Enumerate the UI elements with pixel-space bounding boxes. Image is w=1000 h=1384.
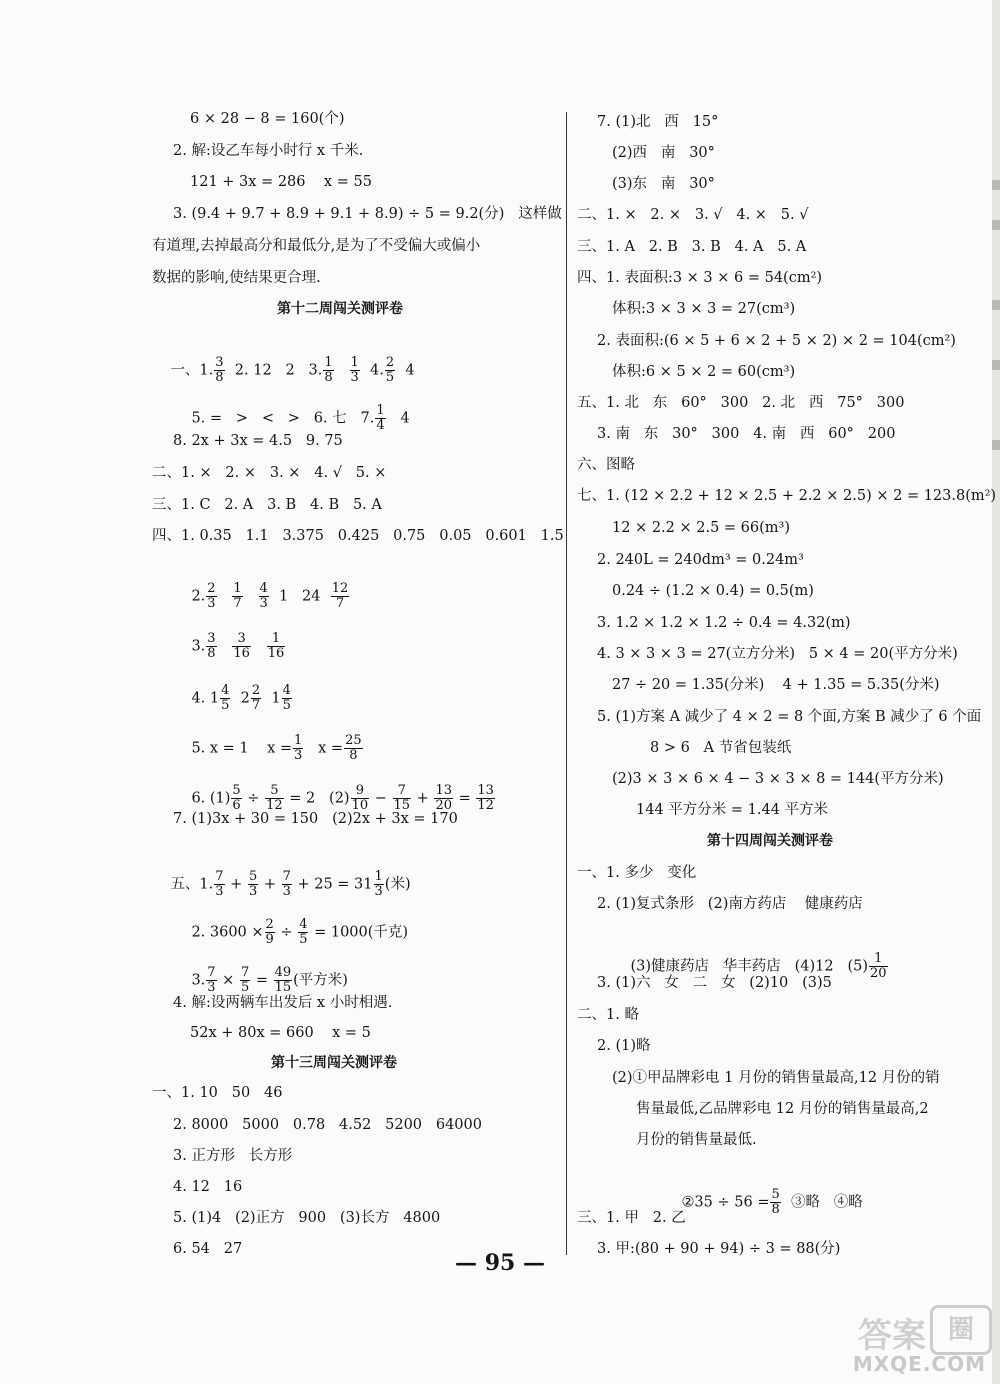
answer-line: 6 × 28 − 8 = 160(个) — [190, 111, 345, 127]
numerator: 7 — [207, 965, 216, 980]
numerator: 1 — [350, 355, 359, 370]
answer-line: 三、1. C 2. A 3. B 4. B 5. A — [152, 497, 382, 513]
answer-line: 6. (1) $\frac{5}{6}$ ÷ $\frac{5}{12}$ = 2 (2) $\frac{9}{10}$ − $\frac{7}{15}$ + $\frac{13}{20}$ = $\frac{13}{12}$ — [191, 783, 494, 813]
numerator: 2 — [251, 683, 261, 698]
denominator: 12 — [477, 798, 494, 813]
fraction — [267, 632, 286, 661]
answer-line: 2. 3600 × $\frac{2}{9}$ ÷ $\frac{4}{5}$ = 1000(千克) — [191, 917, 409, 947]
numerator: 49 — [274, 965, 292, 980]
section-heading-week-12: 第十二周闯关测评卷 — [277, 301, 403, 317]
numerator: 1 — [374, 869, 383, 884]
fraction — [206, 582, 216, 611]
column-divider — [566, 112, 567, 1255]
answer-line: 2. $\frac{2}{3}$ $\frac{1}{7}$ $\frac{4}{3}$ 1 24 $\frac{12}{7}$ — [191, 581, 349, 611]
answer-line: 52x + 80x = 660 x = 5 — [190, 1025, 371, 1041]
numerator: 4 — [221, 683, 230, 698]
answer-line: (2)西 南 30° — [612, 145, 715, 161]
answer-line: 有道理,去掉最高分和最低分,是为了不受偏大或偏小 — [152, 238, 481, 254]
numerator: 13 — [477, 783, 494, 798]
answer-line: 一、1. 10 50 46 — [152, 1085, 283, 1101]
fraction — [344, 734, 363, 763]
denominator: 3 — [282, 884, 291, 899]
denominator: 3 — [374, 884, 383, 899]
denominator: 20 — [435, 798, 452, 813]
denominator: 5 — [221, 698, 230, 713]
denominator: 3 — [294, 748, 303, 763]
denominator: 8 — [349, 748, 358, 763]
numerator: 1 — [294, 733, 303, 748]
fraction — [298, 918, 308, 947]
numerator: 1 — [376, 403, 385, 418]
answer-line: 8. 2x + 3x = 4.5 9. 75 — [173, 433, 343, 449]
numerator: 1 — [233, 581, 242, 596]
fraction — [282, 870, 292, 899]
fraction — [434, 784, 453, 813]
answer-line: (3)健康药店 华丰药店 (4)12 (5) $\frac{1}{20}$ — [630, 951, 887, 981]
answer-line: 3. 南 东 30° 300 4. 南 西 60° 200 — [597, 426, 896, 442]
denominator: 9 — [265, 932, 274, 947]
fraction — [248, 870, 258, 899]
watermark-url: MXQE.COM — [852, 1352, 986, 1376]
denominator: 16 — [233, 646, 250, 661]
numerator: 4 — [299, 917, 308, 932]
answer-line: 3. 正方形 长方形 — [173, 1148, 293, 1164]
answer-line: 五、1. 北 东 60° 300 2. 北 西 75° 300 — [577, 395, 905, 411]
numerator: 2 — [385, 355, 395, 370]
fraction — [385, 356, 395, 385]
numerator: 2 — [265, 917, 274, 932]
answer-line: 7. (1)3x + 30 = 150 (2)2x + 3x = 170 — [173, 811, 458, 827]
answer-line: 三、1. 甲 2. 乙 — [577, 1210, 686, 1226]
answer-line: 3. (9.4 + 9.7 + 8.9 + 9.1 + 8.9) ÷ 5 = 9.2(分) 这样做 — [173, 206, 562, 222]
numerator: 7 — [282, 869, 291, 884]
denominator: 3 — [207, 980, 216, 995]
fraction — [265, 784, 284, 813]
fraction — [206, 632, 216, 661]
numerator: 13 — [435, 783, 452, 798]
answer-line: 2. (1)复式条形 (2)南方药店 健康药店 — [597, 896, 863, 912]
section-heading-week-13: 第十三周闯关测评卷 — [271, 1055, 397, 1071]
answer-line: 7. (1)北 西 15° — [597, 114, 719, 130]
answer-line: 6. 54 27 — [173, 1241, 243, 1257]
denominator: 15 — [274, 980, 292, 995]
numerator: 12 — [331, 581, 349, 596]
fraction — [240, 966, 250, 995]
numerator: 25 — [345, 733, 362, 748]
answer-line: 体积:3 × 3 × 3 = 27(cm³) — [612, 301, 796, 317]
answer-line: 144 平方分米 = 1.44 平方米 — [636, 802, 829, 818]
numerator: 5 — [771, 1187, 780, 1202]
denominator: 4 — [376, 418, 385, 433]
edge-mark — [992, 440, 1000, 450]
section-heading-week-14: 第十四周闯关测评卷 — [707, 833, 833, 849]
answer-line: 4. 1 $\frac{4}{5}$ 2 $\frac{2}{7}$ 1 $\frac{4}{5}$ — [191, 683, 291, 713]
denominator: 10 — [351, 798, 369, 813]
numerator: 3 — [207, 631, 216, 646]
answer-line: 七、1. (12 × 2.2 + 12 × 2.5 + 2.2 × 2.5) × 2 = 123.8(m²) — [577, 488, 997, 504]
denominator: 20 — [870, 966, 887, 981]
fraction — [293, 734, 303, 763]
answer-line: 2. 表面积:(6 × 5 + 6 × 2 + 5 × 2) × 2 = 104(cm²) — [597, 333, 956, 349]
answer-line: 27 ÷ 20 = 1.35(分米) 4 + 1.35 = 5.35(分米) — [612, 677, 940, 693]
numerator: 2 — [207, 581, 216, 596]
denominator: 16 — [267, 646, 285, 661]
denominator: 7 — [233, 596, 242, 611]
fraction — [214, 356, 224, 385]
denominator: 3 — [248, 884, 258, 899]
answer-line: 3. 1.2 × 1.2 × 1.2 ÷ 0.4 = 4.32(m) — [597, 615, 851, 631]
fraction — [214, 870, 224, 899]
fraction — [231, 784, 241, 813]
answer-line: 二、1. × 2. × 3. × 4. √ 5. × — [152, 465, 387, 481]
answer-line: 一、1. 多少 变化 — [577, 865, 697, 881]
answer-line: (2)①甲品牌彩电 1 月份的销售量最高,12 月份的销 — [612, 1070, 940, 1086]
fraction — [282, 684, 292, 713]
answer-line: 五、1. $\frac{7}{3}$ + $\frac{5}{3}$ + $\frac{7}{3}$ + 25 = 31 $\frac{1}{3}$ (米) — [170, 869, 411, 899]
answer-line: 六、图略 — [577, 457, 635, 473]
answer-line: (2)3 × 3 × 6 × 4 − 3 × 3 × 8 = 144(平方分米) — [612, 771, 944, 787]
denominator: 7 — [335, 596, 345, 611]
answer-line: 数据的影响,使结果更合理. — [152, 270, 321, 286]
answer-line: 4. 12 16 — [173, 1179, 243, 1195]
page-number: — 95 — — [455, 1250, 545, 1276]
answer-line: 121 + 3x = 286 x = 55 — [190, 174, 372, 190]
fraction — [331, 582, 350, 611]
answer-line: (3)东 南 30° — [612, 176, 715, 192]
answer-line: 三、1. A 2. B 3. B 4. A 5. A — [577, 239, 807, 255]
fraction — [259, 582, 269, 611]
denominator: 8 — [771, 1202, 780, 1217]
answer-line: 12 × 2.2 × 2.5 = 66(m³) — [612, 520, 791, 536]
answer-line: 四、1. 表面积:3 × 3 × 6 = 54(cm²) — [577, 270, 823, 286]
numerator: 1 — [324, 355, 333, 370]
fraction — [220, 684, 230, 713]
fraction — [251, 684, 261, 713]
denominator: 5 — [385, 370, 395, 385]
denominator: 12 — [266, 798, 283, 813]
watermark-chinese: 答案 — [858, 1316, 926, 1356]
answer-line: 体积:6 × 5 × 2 = 60(cm³) — [612, 364, 796, 380]
denominator: 3 — [207, 596, 216, 611]
answer-line: 3. 甲:(80 + 90 + 94) ÷ 3 = 88(分) — [597, 1241, 841, 1257]
denominator: 8 — [207, 646, 216, 661]
answer-line: 4. 3 × 3 × 3 = 27(立方分米) 5 × 4 = 20(平方分米) — [597, 646, 958, 662]
denominator: 7 — [251, 698, 261, 713]
answer-line: 3. $\frac{3}{8}$ $\frac{3}{16}$ $\frac{1}{16}$ — [191, 631, 285, 661]
numerator: 3 — [232, 632, 251, 647]
denominator: 3 — [259, 596, 268, 611]
answer-line: 5. x = 1 x = $\frac{1}{3}$ x = $\frac{25}{8}$ — [191, 733, 362, 763]
answer-line: 5. (1)方案 A 减少了 4 × 2 = 8 个面,方案 B 减少了 6 个面 — [597, 709, 982, 725]
answer-line: 二、1. 略 — [577, 1007, 639, 1023]
denominator: 5 — [299, 932, 308, 947]
numerator: 4 — [282, 683, 291, 698]
numerator: 7 — [393, 784, 412, 799]
edge-mark — [992, 360, 1000, 370]
answer-line: 3. (1)六 女 二 女 (2)10 (3)5 — [597, 975, 832, 991]
numerator: 7 — [240, 965, 250, 980]
edge-mark — [992, 180, 1000, 190]
denominator: 8 — [215, 370, 224, 385]
answer-line: 4. 解:设两辆车出发后 x 小时相遇. — [173, 995, 393, 1011]
fraction — [393, 784, 412, 813]
numerator: 4 — [259, 581, 268, 596]
numerator: 9 — [351, 784, 370, 799]
numerator: 1 — [869, 952, 888, 967]
numerator: 5 — [248, 869, 258, 884]
denominator: 3 — [215, 884, 224, 899]
right-edge-strip — [992, 0, 1000, 1384]
answer-line: 2. 解:设乙车每小时行 x 千米. — [173, 143, 364, 159]
answer-line: 8 > 6 A 节省包装纸 — [650, 740, 792, 756]
fraction — [869, 952, 888, 981]
edge-mark — [992, 300, 1000, 310]
fraction — [274, 966, 293, 995]
denominator: 15 — [393, 798, 411, 813]
fraction — [374, 870, 384, 899]
answer-line: 2. 240L = 240dm³ = 0.24m³ — [597, 552, 804, 568]
answer-line: ②35 ÷ 56 = $\frac{5}{8}$ ③略 ④略 — [681, 1187, 863, 1217]
denominator: 8 — [324, 370, 333, 385]
numerator: 5 — [265, 784, 284, 799]
answer-line: 一、1. $\frac{3}{8}$ 2. 12 2 3. $\frac{1}{8}$ $\frac{1}{3}$ 4. $\frac{2}{5}$ 4 — [170, 355, 415, 385]
answer-line: 2. 8000 5000 0.78 4.52 5200 64000 — [173, 1117, 482, 1133]
fraction — [350, 356, 360, 385]
answer-line: 售量最低,乙品牌彩电 12 月份的销售量最高,2 — [636, 1101, 929, 1117]
answer-line: 2. (1)略 — [597, 1038, 651, 1054]
denominator: 6 — [232, 798, 241, 813]
fraction — [476, 784, 495, 813]
answer-line: 四、1. 0.35 1.1 3.375 0.425 0.75 0.05 0.601 1.5 — [152, 528, 564, 544]
fraction — [232, 582, 242, 611]
fraction — [265, 918, 275, 947]
denominator: 5 — [240, 980, 250, 995]
fraction — [351, 784, 370, 813]
numerator: 1 — [267, 632, 286, 647]
fraction — [232, 632, 251, 661]
answer-line: 5. = > < > 6. 七 7. $\frac{1}{4}$ 4 — [191, 403, 410, 433]
fraction — [375, 404, 385, 433]
fraction — [323, 356, 333, 385]
denominator: 5 — [282, 698, 291, 713]
answer-line: 5. (1)4 (2)正方 900 (3)长方 4800 — [173, 1210, 441, 1226]
answer-line: 月份的销售量最低. — [636, 1132, 757, 1148]
edge-mark — [992, 220, 1000, 230]
denominator: 3 — [350, 370, 359, 385]
numerator: 5 — [232, 783, 241, 798]
answer-line: 二、1. × 2. × 3. √ 4. × 5. √ — [577, 207, 809, 223]
numerator: 7 — [215, 869, 224, 884]
numerator: 3 — [215, 355, 224, 370]
watermark-box-icon: 圈 — [930, 1305, 992, 1355]
fraction — [770, 1188, 780, 1217]
answer-line: 0.24 ÷ (1.2 × 0.4) = 0.5(m) — [612, 583, 814, 599]
answer-line: 3. $\frac{7}{3}$ × $\frac{7}{5}$ = $\frac{49}{15}$ (平方米) — [191, 965, 348, 995]
fraction — [206, 966, 216, 995]
